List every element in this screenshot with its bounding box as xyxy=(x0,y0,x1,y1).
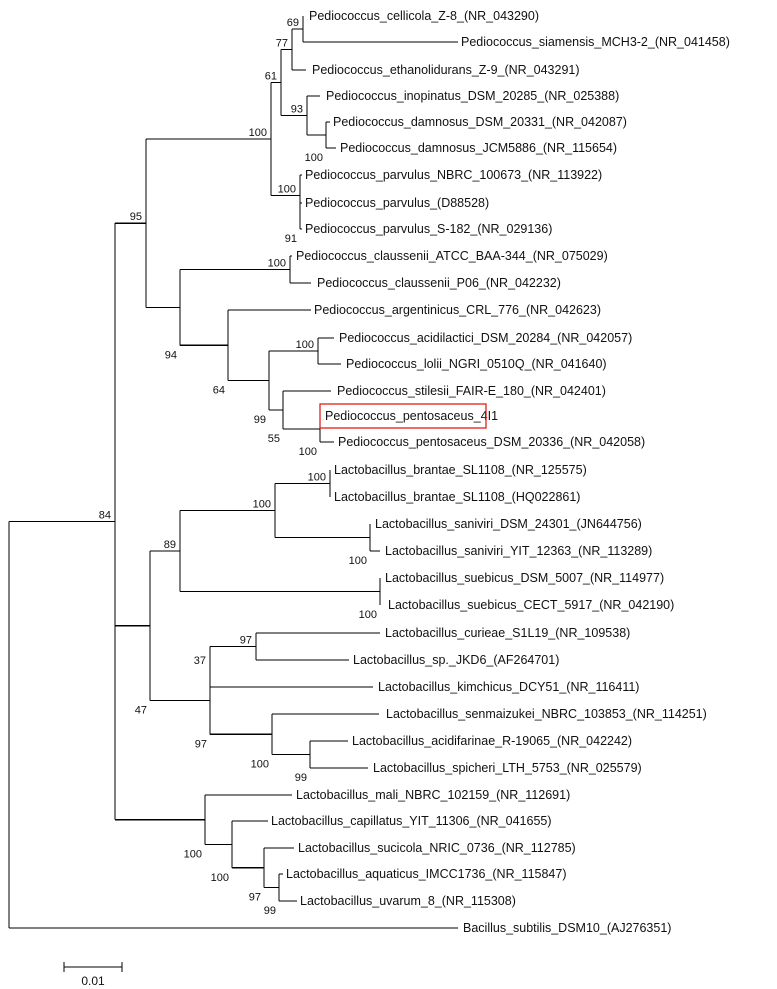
taxon-label: Pediococcus_stilesii_FAIR-E_180_(NR_042401) xyxy=(337,384,606,398)
taxon-label: Lactobacillus_senmaizukei_NBRC_103853_(NR_114251) xyxy=(386,707,707,721)
taxon-label: Pediococcus_claussenii_ATCC_BAA-344_(NR_075029) xyxy=(296,249,608,263)
taxon-label: Lactobacillus_kimchicus_DCY51_(NR_116411) xyxy=(378,680,640,694)
taxon-label: Lactobacillus_curieae_S1L19_(NR_109538) xyxy=(385,626,631,640)
taxon-label: Pediococcus_claussenii_P06_(NR_042232) xyxy=(317,276,561,290)
bootstrap-value: 100 xyxy=(252,498,271,511)
taxon-label: Lactobacillus_brantae_SL1108_(HQ022861) xyxy=(334,490,581,504)
taxon-label: Lactobacillus_brantae_SL1108_(NR_125575) xyxy=(334,463,587,477)
taxon-label: Pediococcus_parvulus_S-182_(NR_029136) xyxy=(305,222,553,236)
highlighted-taxon-label: Pediococcus_pentosaceus_4I1 xyxy=(325,409,499,423)
taxon-label: Pediococcus_acidilactici_DSM_20284_(NR_042057) xyxy=(339,331,633,345)
bootstrap-value: 100 xyxy=(358,609,377,621)
taxon-label: Pediococcus_parvulus_(D88528) xyxy=(305,196,490,210)
bootstrap-value: 100 xyxy=(267,257,286,270)
bootstrap-value: 100 xyxy=(295,339,314,351)
bootstrap-value: 99 xyxy=(294,772,307,784)
taxon-label: Pediococcus_lolii_NGRI_0510Q_(NR_041640) xyxy=(346,357,607,371)
bootstrap-value: 89 xyxy=(163,539,176,551)
taxon-label: Pediococcus_damnosus_JCM5886_(NR_115654) xyxy=(340,141,618,155)
scale-bar xyxy=(64,962,122,988)
bootstrap-value: 47 xyxy=(134,704,147,717)
taxon-label: Lactobacillus_suebicus_DSM_5007_(NR_114977) xyxy=(385,571,665,585)
bootstrap-value: 69 xyxy=(286,17,299,29)
bootstrap-value: 100 xyxy=(248,127,267,139)
bootstrap-value: 100 xyxy=(298,446,317,458)
taxon-label: Lactobacillus_suebicus_CECT_5917_(NR_042190) xyxy=(388,598,675,612)
bootstrap-value: 37 xyxy=(193,654,206,667)
bootstrap-value: 91 xyxy=(284,233,297,245)
taxon-label: Lactobacillus_acidifarinae_R-19065_(NR_042242) xyxy=(352,734,633,748)
bootstrap-value: 64 xyxy=(212,384,225,397)
bootstrap-value: 100 xyxy=(210,871,229,884)
taxon-label: Pediococcus_damnosus_DSM_20331_(NR_042087) xyxy=(333,115,627,129)
bootstrap-value: 100 xyxy=(304,152,323,164)
bootstrap-value: 100 xyxy=(183,848,202,861)
taxon-label: Lactobacillus_aquaticus_IMCC1736_(NR_115847) xyxy=(286,867,567,881)
taxon-label: Lactobacillus_mali_NBRC_102159_(NR_112691) xyxy=(296,788,571,802)
taxon-label: Lactobacillus_capillatus_YIT_11306_(NR_041655) xyxy=(271,814,552,828)
bootstrap-value: 100 xyxy=(348,555,367,567)
bootstrap-value: 61 xyxy=(264,70,277,83)
taxon-label: Bacillus_subtilis_DSM10_(AJ276351) xyxy=(463,921,672,935)
taxon-label: Pediococcus_argentinicus_CRL_776_(NR_042623) xyxy=(314,303,601,317)
taxon-label: Lactobacillus_saniviri_DSM_24301_(JN644756) xyxy=(375,517,642,531)
bootstrap-value: 99 xyxy=(253,414,266,426)
taxon-label: Pediococcus_ethanolidurans_Z-9_(NR_043291) xyxy=(312,63,580,77)
taxon-label: Lactobacillus_saniviri_YIT_12363_(NR_113289) xyxy=(385,544,653,558)
bootstrap-value: 97 xyxy=(194,738,207,751)
taxon-label: Lactobacillus_sp._JKD6_(AF264701) xyxy=(353,653,560,667)
taxon-labels xyxy=(271,9,730,935)
scale-bar-label: 0.01 xyxy=(81,974,105,988)
bootstrap-value: 94 xyxy=(164,349,177,362)
taxon-label: Pediococcus_pentosaceus_DSM_20336_(NR_042058) xyxy=(338,435,646,449)
bootstrap-value: 100 xyxy=(277,183,296,196)
bootstrap-value: 55 xyxy=(267,433,280,445)
taxon-label: Pediococcus_siamensis_MCH3-2_(NR_041458) xyxy=(461,35,730,49)
bootstrap-value: 97 xyxy=(239,634,252,647)
taxon-label: Pediococcus_parvulus_NBRC_100673_(NR_113922) xyxy=(305,168,603,182)
bootstrap-value: 93 xyxy=(290,103,303,116)
bootstrap-value: 77 xyxy=(275,37,288,50)
bootstrap-value: 84 xyxy=(98,509,111,522)
bootstrap-value: 100 xyxy=(307,471,326,484)
taxon-label: Pediococcus_inopinatus_DSM_20285_(NR_025388) xyxy=(326,89,620,103)
bootstrap-value: 97 xyxy=(248,891,261,904)
bootstrap-value: 99 xyxy=(263,905,276,917)
taxon-label: Lactobacillus_uvarum_8_(NR_115308) xyxy=(300,894,516,908)
taxon-label: Lactobacillus_sucicola_NRIC_0736_(NR_112785) xyxy=(298,841,576,855)
bootstrap-value: 100 xyxy=(250,758,269,771)
taxon-label: Lactobacillus_spicheri_LTH_5753_(NR_025579) xyxy=(373,761,642,775)
taxon-label: Pediococcus_cellicola_Z-8_(NR_043290) xyxy=(309,9,539,23)
bootstrap-value: 95 xyxy=(129,211,142,224)
